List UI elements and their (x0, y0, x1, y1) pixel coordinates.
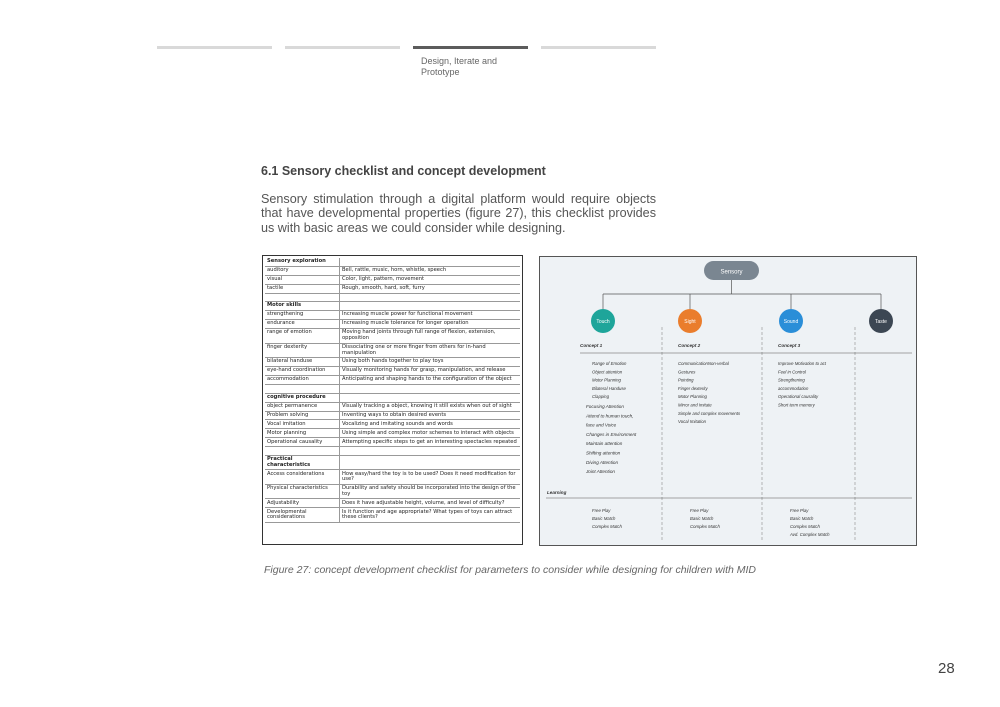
checklist-item-name: Access considerations (265, 470, 340, 485)
checklist-item-description: Durability and safety should be incorporated into the design of the toy (340, 484, 521, 499)
learning-item: Free Play (690, 508, 709, 513)
checklist-item-name: Problem solving (265, 411, 340, 420)
checklist-section-heading (265, 302, 520, 311)
checklist-row (265, 420, 520, 429)
checklist-item-description: Increasing muscle power for functional movement (340, 311, 521, 320)
page-number: 28 (938, 660, 955, 677)
concept-item: Strengthening (778, 377, 805, 383)
learning-item: Basic Match (592, 516, 616, 521)
checklist-heading-cell: Motor skills (265, 302, 340, 311)
checklist-spacer-row (265, 385, 520, 393)
concept-title: Concept 3 (778, 343, 801, 348)
checklist-item-name: auditory (265, 266, 340, 275)
checklist-item-description: Visually tracking a object, knowing it still exists when out of sight (340, 402, 521, 411)
checklist-spacer-row (265, 293, 520, 301)
concept-item: Mirror and Imitate (678, 402, 712, 408)
sense-node-label: Touch (596, 319, 610, 325)
learning-label: Learning (547, 490, 567, 495)
learning-item: Free Play (592, 508, 611, 513)
checklist-row (265, 376, 520, 385)
sense-node-label: Sight (684, 319, 696, 325)
checklist-item-name: range of emotion (265, 329, 340, 344)
concept-extra-item: Shifting attention (586, 450, 621, 456)
checklist-section-heading (265, 393, 520, 402)
checklist-item-description: Anticipating and shaping hands to the configuration of the object (340, 376, 521, 385)
checklist-item-name: tactile (265, 284, 340, 293)
checklist-item-description: Is it function and age appropriate? What types of toys can attract these clients? (340, 508, 521, 523)
checklist-row (265, 508, 520, 523)
progress-step-1 (157, 46, 272, 49)
root-node-label: Sensory (720, 269, 743, 276)
concept-item: Motor Planning (592, 377, 621, 383)
concept-item: Motor Planning (678, 394, 707, 400)
figure-caption: Figure 27: concept development checklist for parameters to consider while designing for children with MID (264, 564, 756, 576)
concept-item: Range of Emotion (592, 361, 627, 366)
checklist-item-name: Adjustability (265, 499, 340, 508)
learning-item: Avd. Complex Match (790, 532, 830, 537)
checklist-item-description: Using simple and complex motor schemes to interact with objects (340, 429, 521, 438)
concept-item: accommodation (778, 385, 809, 391)
progress-step-label: Design, Iterate and Prototype (421, 56, 498, 77)
checklist-item-name: Motor planning (265, 429, 340, 438)
sense-node-label: Taste (875, 319, 887, 325)
checklist-row (265, 367, 520, 376)
progress-step-3-active (413, 46, 528, 49)
checklist-item-name: eye-hand coordination (265, 367, 340, 376)
checklist-row (265, 499, 520, 508)
checklist-row (265, 266, 520, 275)
learning-item: Basic Match (790, 516, 814, 521)
concept-item: Improve Motivation to act (778, 361, 827, 366)
concept-item: Finger dexterity (678, 385, 708, 391)
checklist-row (265, 484, 520, 499)
checklist-row (265, 284, 520, 293)
checklist-item-description: How easy/hard the toy is to be used? Does it need modification for use? (340, 470, 521, 485)
checklist-item-description: Color, light, pattern, movement (340, 275, 521, 284)
learning-item: Complex Match (790, 524, 820, 529)
checklist-row (265, 311, 520, 320)
learning-item: Complex Match (690, 524, 720, 529)
checklist-item-name: bilateral handuse (265, 358, 340, 367)
concept-item: Feel in Control (778, 369, 806, 375)
checklist-row (265, 275, 520, 284)
concept-title: Concept 1 (580, 343, 603, 348)
concept-item: Simple and complex movements (678, 410, 741, 416)
checklist-heading-cell: cognitive procedure (265, 393, 340, 402)
checklist-item-description: Bell, rattle, music, horn, whistle, speech (340, 266, 521, 275)
concept-item: Clapping (592, 394, 609, 400)
checklist-item-description: Rough, smooth, hard, soft, furry (340, 284, 521, 293)
checklist-item-name: object permanence (265, 402, 340, 411)
concept-extra-item: Attend to human touch, (586, 413, 634, 419)
checklist-item-name: Operational causality (265, 438, 340, 447)
concept-extra-item: Maintain attention (586, 441, 623, 447)
checklist-item-description: Using both hands together to play toys (340, 358, 521, 367)
sensory-checklist-table (262, 255, 523, 545)
checklist-item-description: Visually monitoring hands for grasp, manipulation, and release (340, 367, 521, 376)
checklist-item-description: Moving hand joints through full range of flexion, extension, opposition (340, 329, 521, 344)
checklist-row (265, 358, 520, 367)
section-body: Sensory stimulation through a digital platform would require objects that have developmental properties (figure 27), this checklist provides us with basic areas we could consider while designing. (261, 192, 656, 235)
checklist-heading-cell: Sensory exploration (265, 258, 340, 266)
checklist-item-description: Vocalizing and imitating sounds and words (340, 420, 521, 429)
checklist-item-description: Inventing ways to obtain desired events (340, 411, 521, 420)
checklist-spacer-row (265, 447, 520, 455)
concept-item: Bilateral Handuse (592, 385, 626, 391)
concept-item: Short term memory (778, 402, 815, 408)
learning-item: Basic Match (690, 516, 714, 521)
checklist-row (265, 402, 520, 411)
checklist-heading-cell: Practical characteristics (265, 455, 340, 470)
checklist-item-description: Dissociating one or more finger from others for in-hand manipulation (340, 343, 521, 358)
checklist-item-name: Developmental considerations (265, 508, 340, 523)
concept-title: Concept 2 (678, 343, 701, 348)
checklist-item-name: accommodation (265, 376, 340, 385)
checklist-item-name: endurance (265, 320, 340, 329)
checklist-row (265, 320, 520, 329)
sense-node-label: Sound (783, 319, 799, 325)
checklist-row (265, 411, 520, 420)
checklist-row (265, 429, 520, 438)
checklist-section-heading (265, 455, 520, 470)
progress-step-4 (541, 46, 656, 49)
section-title: 6.1 Sensory checklist and concept development (261, 164, 546, 178)
checklist-row (265, 343, 520, 358)
checklist-row (265, 470, 520, 485)
checklist-item-name: Vocal imitation (265, 420, 340, 429)
concept-item: Gestures (678, 369, 696, 375)
learning-item: Complex Match (592, 524, 622, 529)
concept-map-svg (540, 257, 917, 546)
concept-map-diagram (539, 256, 917, 546)
concept-extra-item: Changes in Environment (586, 431, 637, 437)
checklist-item-description: Does it have adjustable height, volume, and level of difficulty? (340, 499, 521, 508)
checklist-item-name: strengthening (265, 311, 340, 320)
checklist-item-description: Attempting specific steps to get an interesting spectacles repeated (340, 438, 521, 447)
concept-item: Vocal Imitation (678, 419, 707, 425)
checklist-section-heading (265, 258, 520, 266)
checklist-row (265, 438, 520, 447)
checklist-item-description: Increasing muscle tolerance for longer operation (340, 320, 521, 329)
checklist-item-name: visual (265, 275, 340, 284)
concept-extra-item: face and Voice (586, 422, 617, 428)
concept-extra-item: Focusing Attention (586, 404, 624, 409)
checklist-row (265, 329, 520, 344)
concept-item: CommunicationNon-verbal (678, 361, 729, 366)
concept-item: Pointing (678, 377, 694, 383)
progress-step-2 (285, 46, 400, 49)
concept-item: Operational causality (778, 394, 819, 400)
checklist-item-name: finger dexterity (265, 343, 340, 358)
learning-item: Free Play (790, 508, 809, 513)
concept-extra-item: Joint Attention (586, 469, 615, 475)
checklist-item-name: Physical characteristics (265, 484, 340, 499)
concept-item: Object attention (592, 369, 623, 375)
concept-extra-item: Diving Attention (586, 459, 619, 465)
